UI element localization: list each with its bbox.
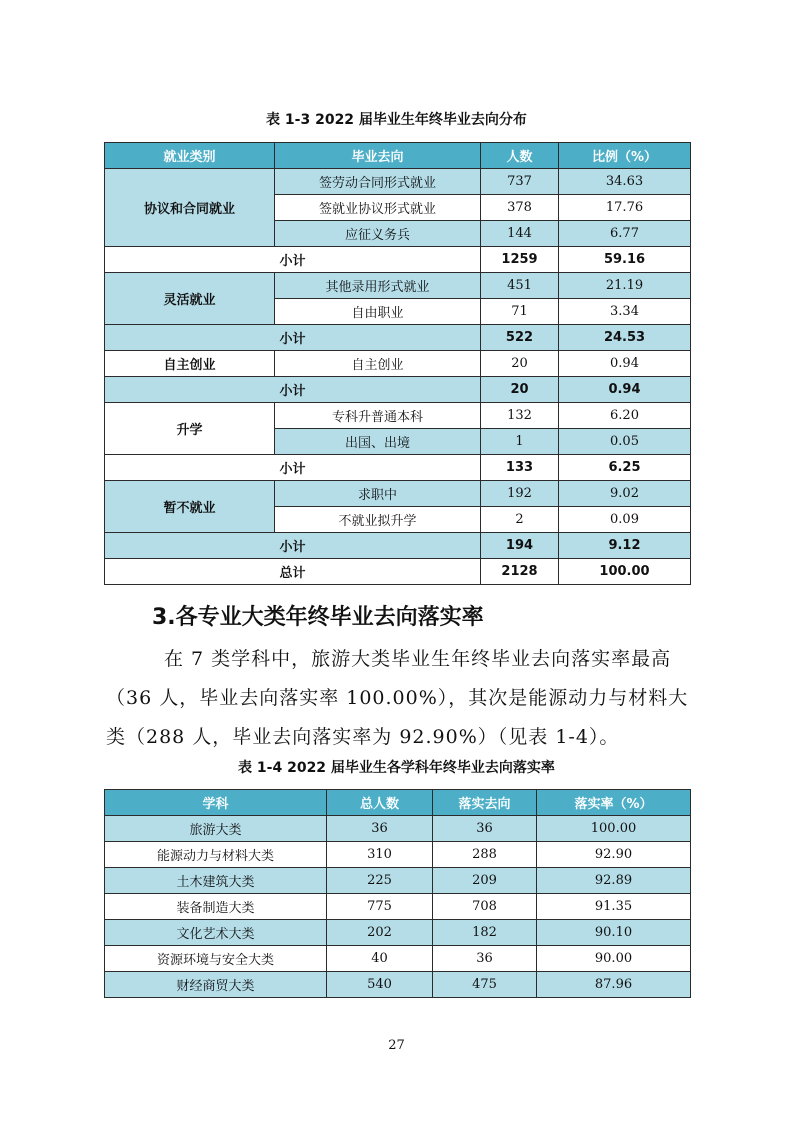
percent-cell: 9.02 (559, 481, 691, 507)
count-cell: 378 (481, 195, 559, 221)
count-cell: 2 (481, 507, 559, 533)
count-cell: 451 (481, 273, 559, 299)
header-category: 就业类别 (105, 143, 275, 169)
subtotal-row (105, 377, 691, 403)
table-row (105, 972, 691, 998)
subtotal-percent: 59.16 (559, 247, 691, 273)
subtotal-label: 小计 (105, 247, 481, 273)
body-paragraph (106, 640, 691, 757)
category-cell: 暂不就业 (105, 481, 275, 533)
count-cell: 20 (481, 351, 559, 377)
count-cell: 71 (481, 299, 559, 325)
rate-cell: 92.89 (537, 868, 691, 894)
count-cell: 1 (481, 429, 559, 455)
section-heading: 3.各专业大类年终毕业去向落实率 (152, 605, 484, 630)
header-percent: 比例（%） (559, 143, 691, 169)
subtotal-count: 522 (481, 325, 559, 351)
total-cell: 40 (327, 946, 433, 972)
subtotal-row (105, 247, 691, 273)
table-1-3-caption: 表 1-3 2022 届毕业生年终毕业去向分布 (266, 112, 527, 128)
subtotal-count: 194 (481, 533, 559, 559)
discipline-cell: 财经商贸大类 (105, 972, 327, 998)
discipline-cell: 能源动力与材料大类 (105, 842, 327, 868)
percent-cell: 3.34 (559, 299, 691, 325)
destination-cell: 签就业协议形式就业 (275, 195, 481, 221)
table-row (105, 868, 691, 894)
table-row (105, 946, 691, 972)
total-cell: 36 (327, 816, 433, 842)
table-row (105, 351, 691, 377)
category-cell: 协议和合同就业 (105, 169, 275, 247)
subtotal-percent: 24.53 (559, 325, 691, 351)
discipline-cell: 文化艺术大类 (105, 920, 327, 946)
subtotal-label: 小计 (105, 455, 481, 481)
destination-cell: 自由职业 (275, 299, 481, 325)
rate-cell: 100.00 (537, 816, 691, 842)
total-percent: 100.00 (559, 559, 691, 585)
percent-cell: 34.63 (559, 169, 691, 195)
subtotal-row (105, 455, 691, 481)
header-destination: 毕业去向 (275, 143, 481, 169)
total-cell: 225 (327, 868, 433, 894)
placed-cell: 36 (433, 946, 537, 972)
table-row (105, 481, 691, 507)
subtotal-row (105, 325, 691, 351)
destination-cell: 专科升普通本科 (275, 403, 481, 429)
table-row (105, 920, 691, 946)
page-number: 27 (388, 1038, 405, 1053)
discipline-cell: 旅游大类 (105, 816, 327, 842)
destination-cell: 其他录用形式就业 (275, 273, 481, 299)
table-header-row (105, 790, 691, 816)
subtotal-count: 133 (481, 455, 559, 481)
percent-cell: 21.19 (559, 273, 691, 299)
placed-cell: 708 (433, 894, 537, 920)
subtotal-row (105, 533, 691, 559)
table-row (105, 816, 691, 842)
header-total: 总人数 (327, 790, 433, 816)
paragraph-text: 在 7 类学科中，旅游大类毕业生年终毕业去向落实率最高（36 人，毕业去向落实率 100.00%），其次是能源动力与材料大类（288 人，毕业去向落实率为 92.90%）（见表 1-4）。 (106, 648, 689, 748)
table-header-row (105, 143, 691, 169)
discipline-cell: 土木建筑大类 (105, 868, 327, 894)
total-label: 总计 (105, 559, 481, 585)
header-rate: 落实率（%） (537, 790, 691, 816)
percent-cell: 0.94 (559, 351, 691, 377)
count-cell: 737 (481, 169, 559, 195)
placed-cell: 475 (433, 972, 537, 998)
destination-cell: 签劳动合同形式就业 (275, 169, 481, 195)
percent-cell: 6.77 (559, 221, 691, 247)
subtotal-count: 20 (481, 377, 559, 403)
total-row (105, 559, 691, 585)
header-count: 人数 (481, 143, 559, 169)
header-discipline: 学科 (105, 790, 327, 816)
graduate-destination-table (104, 142, 691, 585)
category-cell: 灵活就业 (105, 273, 275, 325)
destination-cell: 自主创业 (275, 351, 481, 377)
count-cell: 192 (481, 481, 559, 507)
percent-cell: 17.76 (559, 195, 691, 221)
total-cell: 775 (327, 894, 433, 920)
table-1-4-caption: 表 1-4 2022 届毕业生各学科年终毕业去向落实率 (238, 760, 555, 776)
placed-cell: 209 (433, 868, 537, 894)
subtotal-percent: 9.12 (559, 533, 691, 559)
table-row (105, 403, 691, 429)
rate-cell: 92.90 (537, 842, 691, 868)
percent-cell: 0.09 (559, 507, 691, 533)
destination-cell: 出国、出境 (275, 429, 481, 455)
placed-cell: 182 (433, 920, 537, 946)
total-cell: 310 (327, 842, 433, 868)
table-row (105, 894, 691, 920)
header-placed: 落实去向 (433, 790, 537, 816)
discipline-cell: 装备制造大类 (105, 894, 327, 920)
destination-cell: 应征义务兵 (275, 221, 481, 247)
destination-cell: 求职中 (275, 481, 481, 507)
rate-cell: 91.35 (537, 894, 691, 920)
category-cell: 自主创业 (105, 351, 275, 377)
count-cell: 144 (481, 221, 559, 247)
table-row (105, 273, 691, 299)
percent-cell: 0.05 (559, 429, 691, 455)
total-cell: 540 (327, 972, 433, 998)
category-cell: 升学 (105, 403, 275, 455)
rate-cell: 90.10 (537, 920, 691, 946)
table-row (105, 169, 691, 195)
total-count: 2128 (481, 559, 559, 585)
placed-cell: 36 (433, 816, 537, 842)
subtotal-label: 小计 (105, 325, 481, 351)
rate-cell: 90.00 (537, 946, 691, 972)
table-row (105, 842, 691, 868)
subtotal-percent: 6.25 (559, 455, 691, 481)
discipline-rate-table (104, 789, 691, 998)
discipline-cell: 资源环境与安全大类 (105, 946, 327, 972)
count-cell: 132 (481, 403, 559, 429)
subtotal-count: 1259 (481, 247, 559, 273)
subtotal-label: 小计 (105, 377, 481, 403)
placed-cell: 288 (433, 842, 537, 868)
destination-cell: 不就业拟升学 (275, 507, 481, 533)
total-cell: 202 (327, 920, 433, 946)
percent-cell: 6.20 (559, 403, 691, 429)
subtotal-percent: 0.94 (559, 377, 691, 403)
subtotal-label: 小计 (105, 533, 481, 559)
rate-cell: 87.96 (537, 972, 691, 998)
